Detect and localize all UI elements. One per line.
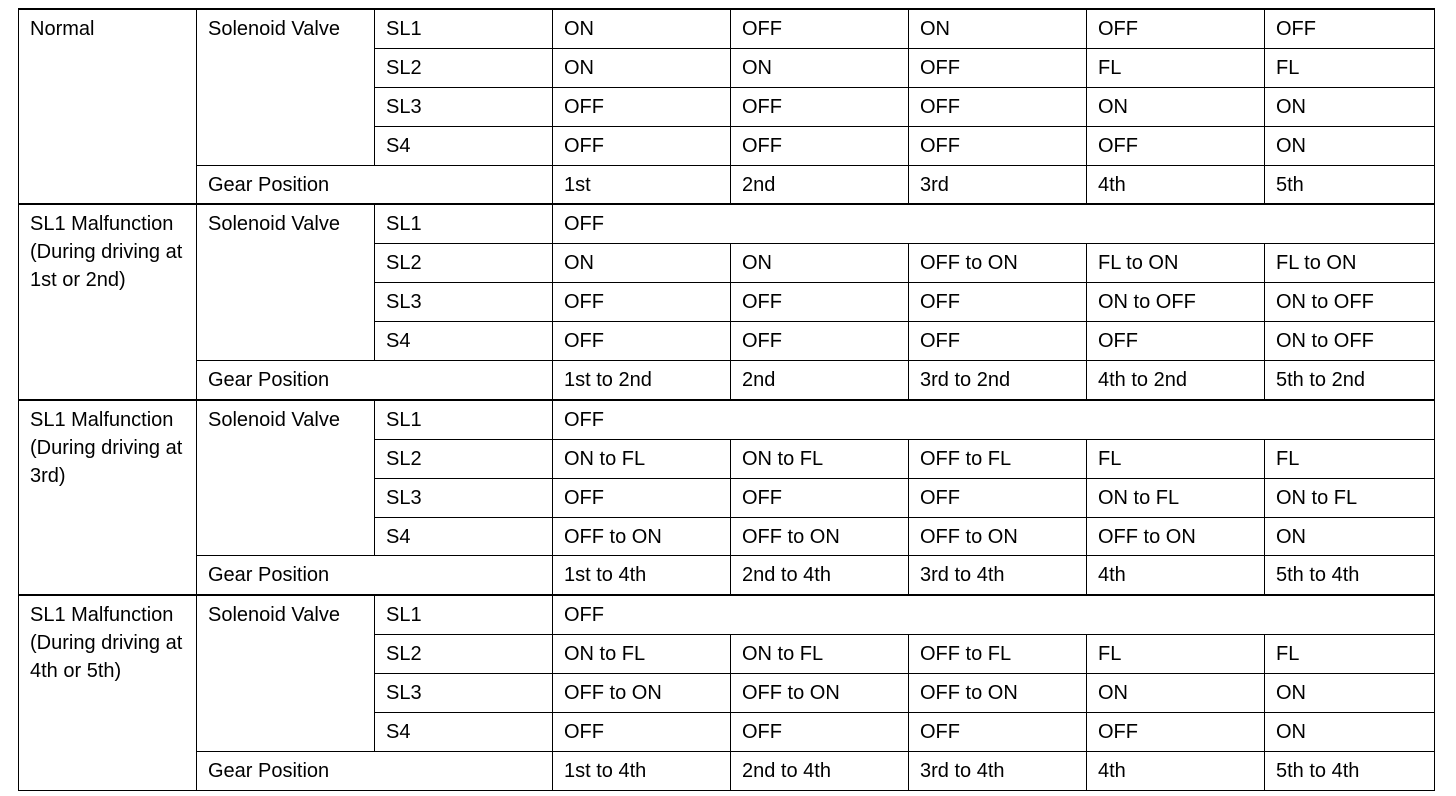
state-cell: OFF [909,713,1087,752]
table-row [19,595,1435,634]
state-cell: OFF to ON [553,674,731,713]
valve-label: SL1 [375,595,553,634]
state-cell: OFF to ON [1087,517,1265,556]
state-cell: FL [1087,439,1265,478]
gear-position-row [19,165,1435,204]
valve-label: SL2 [375,439,553,478]
valve-label: S4 [375,322,553,361]
gear-position-label: Gear Position [197,751,553,790]
state-cell: FL to ON [1087,244,1265,283]
state-cell: ON [1265,517,1435,556]
valve-label: SL3 [375,87,553,126]
valve-label: SL1 [375,204,553,243]
valve-label: S4 [375,126,553,165]
state-cell: ON [1265,126,1435,165]
state-cell: OFF [909,283,1087,322]
state-cell: OFF [553,322,731,361]
state-cell: ON to FL [1087,478,1265,517]
gear-cell: 3rd [909,165,1087,204]
table-row [19,9,1435,48]
state-cell: ON [909,9,1087,48]
state-cell: OFF [553,713,731,752]
gear-cell: 3rd to 4th [909,751,1087,790]
gear-cell: 5th to 2nd [1265,361,1435,400]
state-cell: OFF [731,713,909,752]
state-cell: OFF [909,322,1087,361]
state-cell: OFF [1087,713,1265,752]
state-cell: OFF [731,87,909,126]
condition-label: Normal [19,9,197,204]
state-cell: OFF [731,126,909,165]
gear-cell: 5th to 4th [1265,556,1435,595]
state-cell: OFF [909,48,1087,87]
state-cell: OFF [1087,126,1265,165]
state-cell: ON to FL [731,635,909,674]
state-cell: OFF [909,126,1087,165]
table-body [19,9,1435,790]
gear-cell: 3rd to 4th [909,556,1087,595]
valve-label: S4 [375,517,553,556]
gear-cell: 4th [1087,165,1265,204]
solenoid-malfunction-table [18,8,1435,791]
state-cell: FL [1265,635,1435,674]
state-cell: ON to FL [1265,478,1435,517]
state-cell: ON [1265,87,1435,126]
valve-label: SL1 [375,9,553,48]
valve-label: SL2 [375,244,553,283]
condition-label: SL1 Malfunction (During driving at 4th or 5th) [19,595,197,790]
state-cell: OFF [553,595,1435,634]
state-cell: OFF [1087,322,1265,361]
state-cell: ON [1087,674,1265,713]
valve-label: SL1 [375,400,553,439]
state-cell: FL [1087,635,1265,674]
state-cell: OFF [553,283,731,322]
state-cell: OFF [553,400,1435,439]
condition-label: SL1 Malfunction (During driving at 1st or 2nd) [19,204,197,399]
state-cell: OFF [731,322,909,361]
state-cell: ON [1265,674,1435,713]
state-cell: OFF to FL [909,439,1087,478]
gear-cell: 2nd [731,165,909,204]
state-cell: OFF [909,87,1087,126]
gear-cell: 3rd to 2nd [909,361,1087,400]
state-cell: OFF to FL [909,635,1087,674]
state-cell: FL to ON [1265,244,1435,283]
gear-cell: 1st to 4th [553,751,731,790]
gear-cell: 4th [1087,751,1265,790]
gear-cell: 4th [1087,556,1265,595]
state-cell: ON to OFF [1087,283,1265,322]
table-row [19,400,1435,439]
table-row [19,204,1435,243]
state-cell: FL [1265,439,1435,478]
state-cell: ON [553,244,731,283]
state-cell: OFF [909,478,1087,517]
state-cell: ON [1087,87,1265,126]
valve-label: SL3 [375,283,553,322]
valve-label: SL2 [375,635,553,674]
state-cell: OFF [553,478,731,517]
gear-cell: 1st to 2nd [553,361,731,400]
gear-position-row [19,556,1435,595]
state-cell: ON to FL [731,439,909,478]
gear-position-row [19,361,1435,400]
gear-position-label: Gear Position [197,361,553,400]
gear-cell: 4th to 2nd [1087,361,1265,400]
valve-label: S4 [375,713,553,752]
valve-label: SL3 [375,478,553,517]
state-cell: OFF [553,204,1435,243]
gear-cell: 5th to 4th [1265,751,1435,790]
state-cell: OFF to ON [731,674,909,713]
valve-label: SL2 [375,48,553,87]
state-cell: ON to OFF [1265,283,1435,322]
gear-position-label: Gear Position [197,556,553,595]
state-cell: OFF to ON [553,517,731,556]
state-cell: OFF [731,478,909,517]
part-label: Solenoid Valve [197,9,375,165]
state-cell: OFF to ON [909,517,1087,556]
gear-cell: 5th [1265,165,1435,204]
state-cell: ON [731,48,909,87]
state-cell: OFF to ON [909,244,1087,283]
gear-position-row [19,751,1435,790]
gear-position-label: Gear Position [197,165,553,204]
state-cell: OFF [1087,9,1265,48]
state-cell: FL [1265,48,1435,87]
state-cell: OFF [731,283,909,322]
gear-cell: 1st [553,165,731,204]
part-label: Solenoid Valve [197,595,375,751]
gear-cell: 2nd to 4th [731,556,909,595]
condition-label: SL1 Malfunction (During driving at 3rd) [19,400,197,595]
state-cell: ON [553,48,731,87]
state-cell: OFF to ON [731,517,909,556]
gear-cell: 2nd [731,361,909,400]
gear-cell: 2nd to 4th [731,751,909,790]
part-label: Solenoid Valve [197,400,375,556]
state-cell: OFF [553,126,731,165]
state-cell: ON [1265,713,1435,752]
state-cell: OFF [553,87,731,126]
state-cell: FL [1087,48,1265,87]
state-cell: ON [553,9,731,48]
state-cell: ON to FL [553,635,731,674]
state-cell: OFF to ON [909,674,1087,713]
state-cell: ON to FL [553,439,731,478]
valve-label: SL3 [375,674,553,713]
part-label: Solenoid Valve [197,204,375,360]
gear-cell: 1st to 4th [553,556,731,595]
state-cell: ON to OFF [1265,322,1435,361]
state-cell: ON [731,244,909,283]
state-cell: OFF [731,9,909,48]
state-cell: OFF [1265,9,1435,48]
